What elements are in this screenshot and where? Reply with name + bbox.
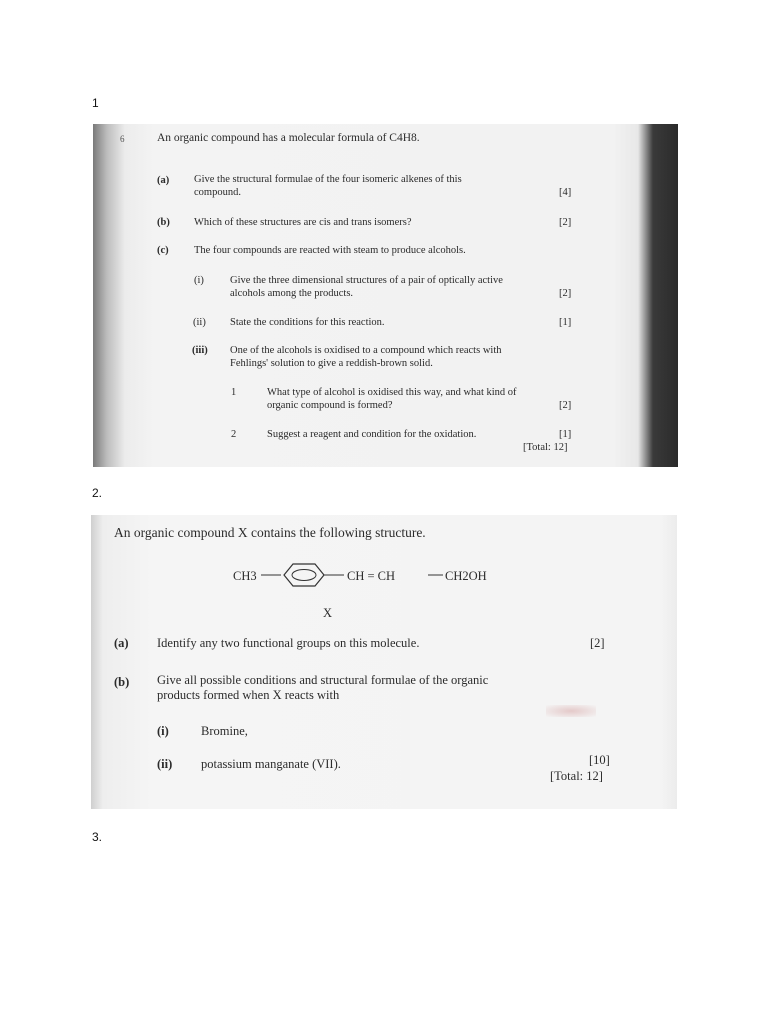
compound-label: X [323,606,333,620]
methyl-group: CH3 [233,569,257,583]
sub-1-line-1: What type of alcohol is oxidised this way, and what kind of [267,387,517,398]
part-c-iii-line-2: Fehlings' solution to give a reddish-brown solid. [230,358,433,369]
sub-2-text: Suggest a reagent and condition for the oxidation. [267,429,477,440]
part-c-i-line-1: Give the three dimensional structures of a pair of optically active [230,275,503,286]
part-c-ii-text: State the conditions for this reaction. [230,317,385,328]
part-c-ii-label: (ii) [193,317,206,328]
part-a-label: (a) [157,175,170,186]
part-b-ii-text: potassium manganate (VII). [201,757,341,771]
part-a-mark: [4] [559,187,572,198]
part-b-i-text: Bromine, [201,724,248,738]
part-a-label: (a) [114,636,129,650]
alkene-group: CH = CH [347,569,396,583]
part-b-text: Which of these structures are cis and trans isomers? [194,217,412,228]
part-c-text: The four compounds are reacted with steam to produce alcohols. [194,245,466,256]
part-b-mark: [10] [589,753,610,767]
part-a-text: Identify any two functional groups on this molecule. [157,636,420,650]
part-c-iii-line-1: One of the alcohols is oxidised to a compound which reacts with [230,345,502,356]
part-b-line-2: products formed when X reacts with [157,688,340,702]
page-number-3: 3. [92,830,103,844]
part-b-line-1: Give all possible conditions and structural formulae of the organic [157,673,489,687]
part-c-i-line-2: alcohols among the products. [230,288,354,299]
sub-1-mark: [2] [559,400,572,411]
sub-2-label: 2 [231,429,237,440]
part-c-i-label: (i) [194,275,204,286]
part-c-i-mark: [2] [559,288,572,299]
page-number-2: 2. [92,486,103,500]
part-a-line-1: Give the structural formulae of the four isomeric alkenes of this [194,174,462,185]
part-a-mark: [2] [590,636,605,650]
part-b-i-label: (i) [157,724,169,738]
part-c-ii-mark: [1] [559,317,572,328]
part-c-iii-label: (iii) [192,345,208,356]
part-c-label: (c) [157,245,169,256]
question-2-total: [Total: 12] [550,769,603,783]
question-1-total: [Total: 12] [523,442,568,453]
page-number-1: 1 [92,96,99,110]
part-b-mark: [2] [559,217,572,228]
scanned-question-2 [91,515,677,809]
scan-smudge [546,705,596,717]
sub-1-line-2: organic compound is formed? [267,400,393,411]
benzene-ring [284,564,324,586]
part-b-ii-label: (ii) [157,757,173,771]
part-a-line-2: compound. [194,187,241,198]
part-b-label: (b) [157,217,170,228]
question-stem: An organic compound X contains the following structure. [114,525,426,540]
question-stem: An organic compound has a molecular formula of C4H8. [157,132,420,144]
structure-diagram [231,555,511,623]
hydroxymethyl-group: CH2OH [445,569,487,583]
benzene-circle [292,570,316,581]
scanned-question-1 [93,124,678,467]
sub-2-mark: [1] [559,429,572,440]
question-number: 6 [120,134,125,144]
part-b-label: (b) [114,675,130,689]
sub-1-label: 1 [231,387,237,398]
